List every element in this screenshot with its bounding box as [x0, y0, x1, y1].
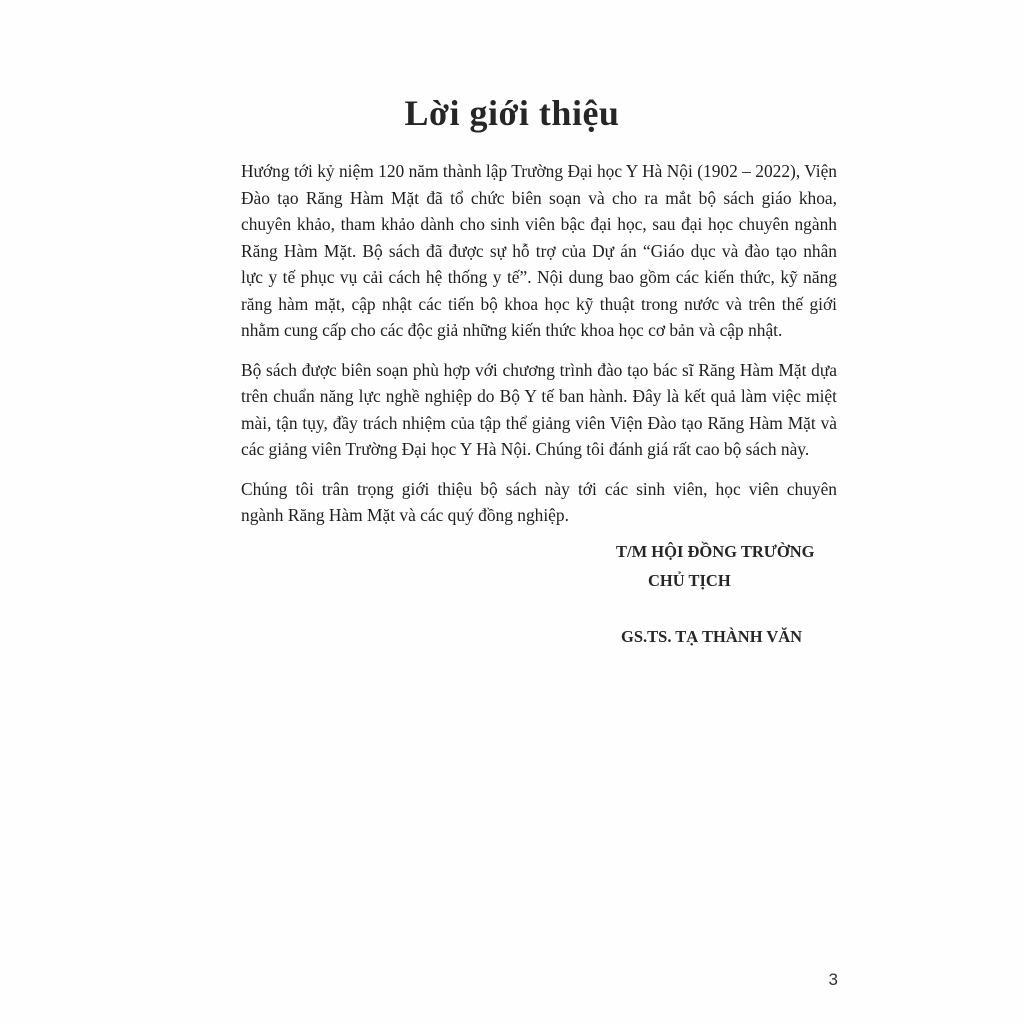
- paragraph-2: [241, 357, 837, 463]
- paragraph-1: [241, 158, 837, 344]
- page-title: Lời giới thiệu: [404, 93, 620, 133]
- text-line: ngành Răng Hàm Mặt và các quý đồng nghiệp.: [241, 505, 569, 525]
- text-line: các giảng viên Trường Đại học Y Hà Nội. Chúng tôi đánh giá rất cao bộ sách này.: [241, 439, 810, 459]
- text-line: Hướng tới kỷ niệm 120 năm thành lập Trường Đại học Y Hà Nội (1902 – 2022), Viện: [241, 161, 837, 181]
- text-line: trên chuẩn năng lực nghề nghiệp do Bộ Y tế ban hành. Đây là kết quả làm việc miệt: [241, 386, 837, 406]
- text-line: Răng Hàm Mặt. Bộ sách đã được sự hỗ trợ của Dự án “Giáo dục và đào tạo nhân: [241, 240, 837, 261]
- body-text: [241, 158, 837, 542]
- text-line: Bộ sách được biên soạn phù hợp với chương trình đào tạo bác sĩ Răng Hàm Mặt dựa: [241, 359, 837, 380]
- page-number: 3: [828, 970, 838, 989]
- text-line: Chúng tôi trân trọng giới thiệu bộ sách này tới các sinh viên, học viên chuyên: [241, 478, 837, 499]
- signature-organization: T/M HỘI ĐỒNG TRƯỜNG: [616, 542, 815, 561]
- text-line: nhằm cung cấp cho các độc giả những kiến thức khoa học cơ bản và cập nhật.: [241, 320, 783, 340]
- text-line: răng hàm mặt, cập nhật các tiến bộ khoa học kỹ thuật trong nước và trên thế giới: [241, 293, 837, 314]
- text-line: lực y tế phục vụ cải cách hệ thống y tế”. Nội dung bao gồm các kiến thức, kỹ năng: [241, 267, 837, 287]
- signature-name: GS.TS. TẠ THÀNH VĂN: [621, 627, 803, 646]
- signature-role: CHỦ TỊCH: [648, 571, 731, 590]
- paragraph-3: [241, 476, 837, 529]
- text-line: chuyên khảo, tham khảo dành cho sinh viên bậc đại học, sau đại học chuyên ngành: [241, 214, 837, 234]
- text-line: Đào tạo Răng Hàm Mặt đã tổ chức biên soạn và cho ra mắt bộ sách giáo khoa,: [241, 187, 837, 208]
- text-line: mài, tận tụy, đầy trách nhiệm của tập thể giảng viên Viện Đào tạo Răng Hàm Mặt và: [241, 412, 837, 433]
